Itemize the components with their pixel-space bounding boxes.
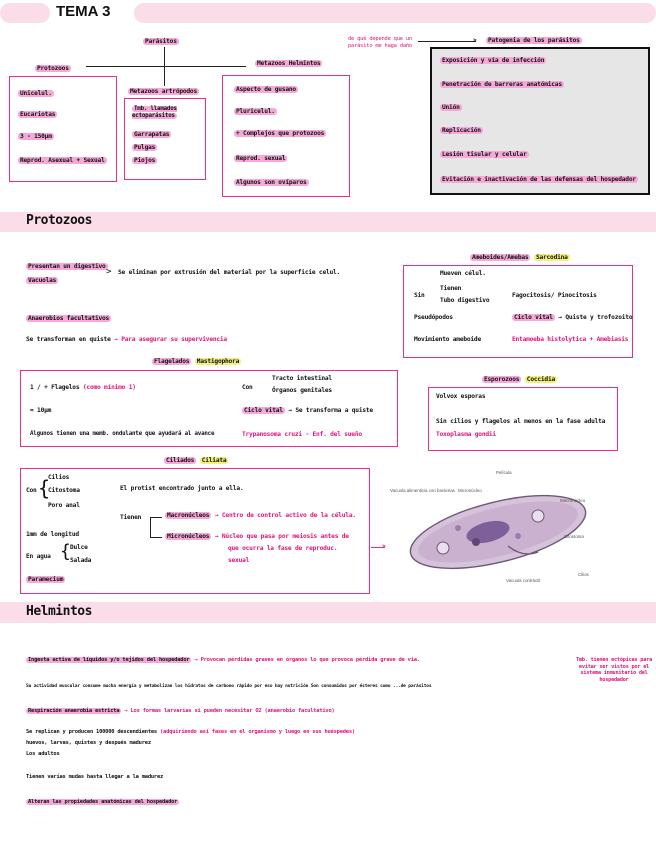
patogenia-arrowhead: > [473, 37, 477, 44]
patogenia-item: Penetración de barreras anatómicas [442, 81, 562, 88]
flagelados-title: Flagelados Mastigophora [154, 358, 240, 365]
protozoos-band [0, 212, 656, 232]
metazoos-item: Garrapatas [134, 131, 170, 138]
ameboides-line: Pseudópodos [414, 314, 453, 321]
anaerobio-label: Anaerobios facultativos [28, 315, 110, 322]
metazoos-item: Tmb. llamados ectoparásitos [132, 106, 177, 120]
helmintos-section-title: Helmintos [26, 604, 92, 619]
esporozoos-line-2: Sin cilios y flagelos al menos en la fase adulta [436, 418, 606, 425]
ciliados-cilios: Cilios [48, 474, 70, 481]
esporozoos-title: Esporozoos Coccidia [484, 376, 555, 383]
ciliados-micronucleo-3: sexual [228, 557, 250, 564]
ciliados-con: Con [26, 487, 37, 494]
header-band-left [0, 3, 50, 23]
ameboides-right-2: Ciclo vital → Quiste y trofozoito [514, 314, 633, 321]
ciliados-agua: En agua [26, 553, 51, 560]
helmintos-line-cont: Los adultos [26, 751, 60, 757]
page-title: TEMA 3 [56, 3, 111, 20]
protozoos-label: Protozoos [37, 65, 69, 72]
tree-horizontal [86, 66, 246, 67]
patogenia-box [430, 47, 650, 195]
ciliados-brace: { [38, 476, 50, 500]
digest-desc: Se eliminan por extrusión del material por la superficie celul. [118, 269, 341, 276]
ameboides-right-3: Entamoeba histolytica + Amebiasis [512, 336, 629, 343]
metazoos-item: Piojos [134, 157, 156, 164]
patogenia-item: Exposición y vía de infección [442, 57, 545, 64]
helmintos-line: Ingesta activa de líquidos y/o tejidos del hospedador → Provocan pérdidas graves en órganos lo que provoca pérdida grave de vía. [28, 657, 420, 663]
helmintos-item: + Complejos que protozoos [236, 130, 325, 137]
figure-label: Película [496, 470, 512, 475]
flagelados-right-1a: Tracto intestinal [272, 375, 332, 382]
digest-line-1: Presentan un digestivo [28, 263, 106, 270]
ciliados-agua-brace: { [60, 541, 71, 562]
ameboides-title: Ameboides/Amebas Sarcodina [472, 254, 568, 261]
ciliados-macronucleo: Macronúcleos → Centro de control activo de la célula. [167, 512, 356, 519]
patogenia-title: Patogenia de los parásitos [488, 37, 580, 44]
flagelados-line-1: 1 / + Flagelos (como mínimo 1) [30, 384, 136, 391]
flagelados-right-1: Con [242, 384, 253, 391]
patogenia-item: Evitación e inactivación de las defensas del hospedador [442, 176, 636, 183]
paramecium-figure [388, 466, 616, 592]
figure-label: Micronúcleo [458, 488, 482, 493]
helmintos-item: Reprod. sexual [236, 155, 286, 162]
ameboides-line: Mueven célul. [440, 270, 486, 277]
ciliados-salada: Salada [70, 557, 92, 564]
helmintos-band [0, 602, 656, 623]
ameboides-line: Sin [414, 292, 425, 299]
digest-line-2: Vacuolas [28, 277, 57, 284]
flagelados-right-2: Ciclo vital → Se transforma a quiste [244, 407, 373, 414]
helmintos-line: Respiración anaerobia estricta → Los formas larvarias sí pueden necesitar O2 (anaerobio facultativo) [28, 708, 335, 714]
protozoos-item: Eucariotas [20, 111, 56, 118]
helmintos-line: Su actividad muscular consume mucha energía y metabolizan los hidratos de carbono rápido por eso hay nutrición Son consumidos por ésteres como ...de parásitos [26, 684, 432, 689]
helmintos-item: Aspecto de gusano [236, 86, 296, 93]
ciliados-title: Ciliados Ciliata [166, 457, 227, 464]
ameboides-right-1: Fagocitosis/ Pinocitosis [512, 292, 597, 299]
figure-label: Vacuola alimenticia con bacterias [390, 488, 455, 493]
ameboides-line: Tubo digestivo [440, 297, 490, 304]
ciliados-citostoma: Citostoma [48, 487, 80, 494]
ciliados-poro: Poro anal [48, 502, 80, 509]
helmintos-line: Alteran las propiedades anatómicas del hospedador [28, 799, 178, 805]
flagelados-line-2: ≈ 10μm [30, 407, 52, 414]
flagelados-right-3: Trypanosoma cruzi - Enf. del sueño [242, 431, 362, 438]
ciliados-dulce: Dulce [70, 544, 88, 551]
ameboides-line: Tienen [440, 285, 462, 292]
helmintos-label: Metazoos Helmintos [257, 60, 321, 67]
helmintos-side-note: Tmb. tienen ectópicas para evitar ser vistos por el sistema inmunitario del hospedador [576, 657, 653, 683]
patogenia-item: Replicación [442, 127, 481, 134]
helmintos-line-cont: huevos, larvas, quistes y después madurez [26, 740, 151, 746]
protozoos-item: Reprod. Asexual + Sexual [20, 157, 105, 164]
figure-label: Macronúcleo [560, 498, 586, 503]
digest-bracket: > [106, 267, 112, 277]
protozoos-item: Unicelul. [20, 90, 52, 97]
patogenia-item: Unión [442, 104, 460, 111]
figure-label: Vacuola contráctil [506, 578, 541, 583]
ciliados-tienen-arm-a [150, 517, 162, 518]
helmintos-item: Pluricelul. [236, 108, 275, 115]
helmintos-item: Algunos son ovíparos [236, 179, 307, 186]
ciliados-size: 1mm de longitud [26, 531, 79, 538]
header-band [134, 3, 656, 23]
anaerobio-line: Se transforman en quiste → Para asegurar su supervivencia [26, 336, 227, 343]
parasitos-title: Parásitos [145, 38, 177, 45]
ciliados-tienen-arm-stem [150, 517, 151, 537]
ciliados-right-1: El protist encontrado junto a ella. [120, 485, 244, 492]
ameboides-box [403, 265, 633, 358]
helmintos-line: Se replican y producen 100000 descendientes (adquiriendo así fases en el organismo y luego en sus huéspedes) [26, 729, 355, 735]
protozoos-item: 3 - 150μm [20, 133, 52, 140]
helmintos-line: Tienen varias mudas hasta llegar a la madurez [26, 774, 164, 780]
tree-vertical [164, 47, 165, 67]
flagelados-right-1b: Órganos genitales [272, 387, 332, 394]
metazoos-label: Metazoos artrópodos [130, 88, 197, 95]
ciliados-micronucleo-2: que ocurra la fase de reproduc. [228, 545, 338, 552]
patogenia-arrow [418, 41, 476, 42]
esporozoos-line-1: Volvox esporas [436, 393, 486, 400]
patogenia-note: de qué depende que un parásito me haga daño [348, 36, 412, 49]
figure-label: Cilios [578, 572, 589, 577]
ciliados-arrowhead: > [382, 543, 386, 550]
patogenia-item: Lesión tisular y celular [442, 151, 527, 158]
protozoos-section-title: Protozoos [26, 213, 92, 228]
flagelados-line-3: Algunos tienen una memb. ondulante que ayudará al avance [30, 431, 215, 437]
metazoos-item: Pulgas [134, 144, 156, 151]
tree-mid-down [164, 66, 165, 86]
paramecium-cell [403, 481, 592, 583]
esporozoos-note: Toxoplasma gondii [436, 431, 496, 438]
ciliados-paramecium: Paramecium [28, 576, 64, 583]
ciliados-micronucleo: Micronúcleos → Núcleo que pasa por meiosis antes de [167, 533, 349, 540]
ciliados-tienen-arm-b [150, 537, 162, 538]
ciliados-tienen: Tienen [120, 514, 142, 521]
ameboides-line: Movimiento ameboide [414, 336, 481, 343]
figure-label: Citostoma [564, 534, 584, 539]
